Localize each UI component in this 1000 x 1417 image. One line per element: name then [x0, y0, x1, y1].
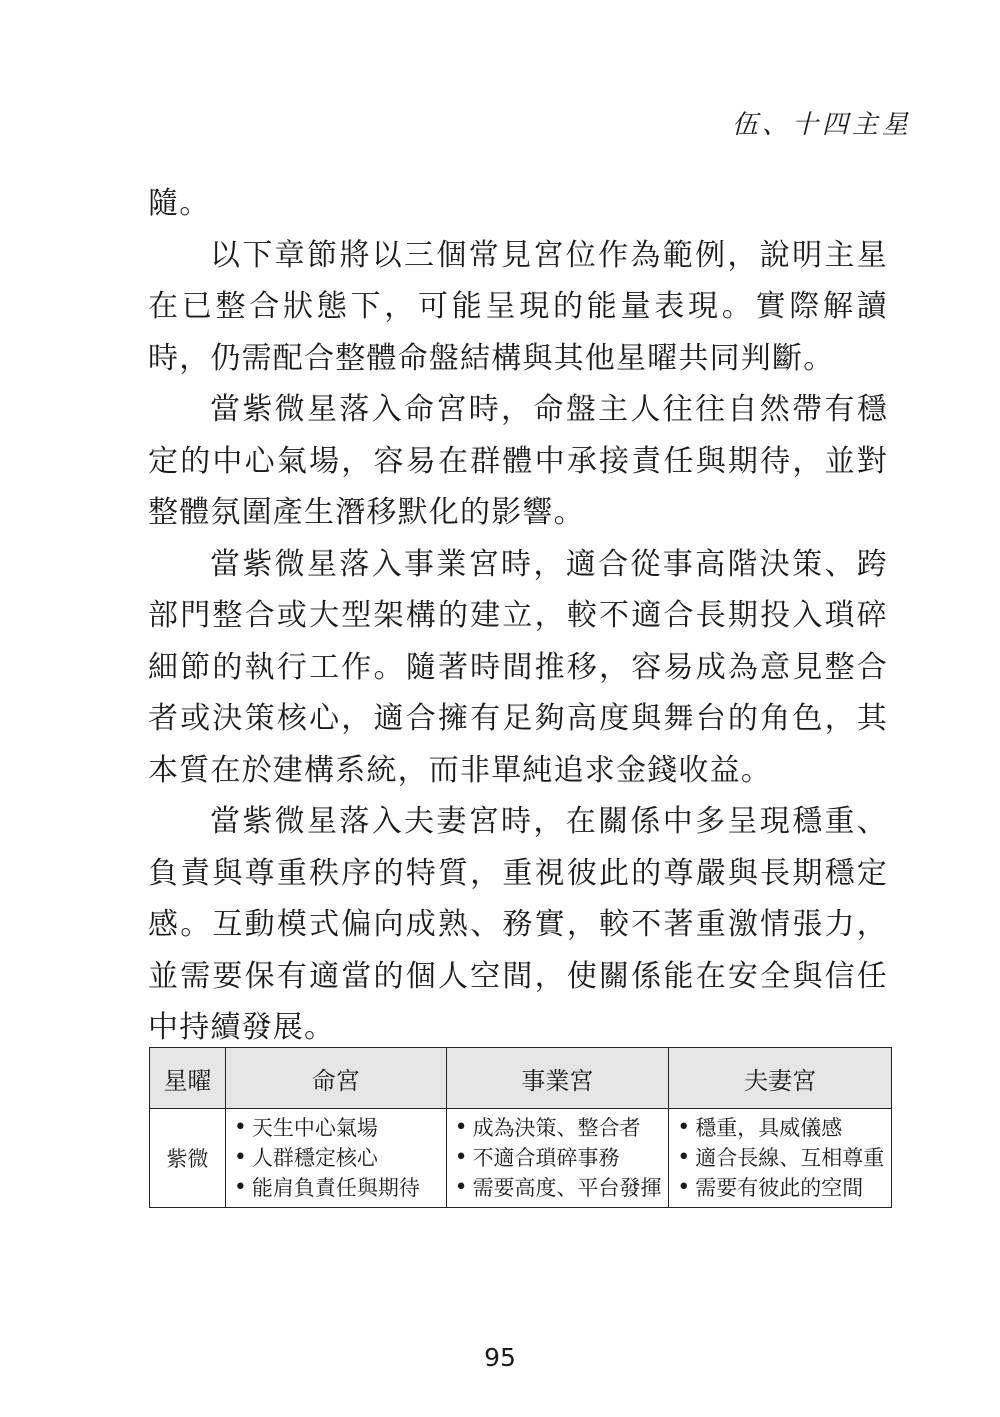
list-item: • 能肩負責任與期待 [232, 1173, 440, 1203]
list-item: • 適合長線、互相尊重 [675, 1143, 885, 1173]
list-item: • 天生中心氣場 [232, 1113, 440, 1143]
body-text [148, 178, 888, 1054]
cell-spouse-palace [669, 1109, 892, 1208]
cell-star-name: 紫微 [150, 1109, 226, 1208]
table-header-row [150, 1048, 892, 1109]
paragraph-spouse-palace: 當紫微星落入夫妻宮時，在關係中多呈現穩重、負責與尊重秩序的特質，重視彼此的尊嚴與長期穩定感。互動模式偏向成熟、務實，較不著重激情張力，並需要保有適當的個人空間，使關係能在安全與信任中持續發展。 [148, 804, 888, 1045]
paragraph-intro: 以下章節將以三個常見宮位作為範例，說明主星在已整合狀態下，可能呈現的能量表現。實際解讀時，仍需配合整體命盤結構與其他星曜共同判斷。 [148, 237, 888, 376]
page-number: 95 [484, 1343, 516, 1372]
list-item: • 穩重，具威儀感 [675, 1113, 885, 1143]
header-life-palace: 命宮 [225, 1048, 446, 1109]
cell-career-palace [446, 1109, 669, 1208]
table-row [150, 1109, 892, 1208]
list-item: • 需要高度、平台發揮 [453, 1173, 663, 1203]
paragraph-career-palace: 當紫微星落入事業宮時，適合從事高階決策、跨部門整合或大型架構的建立，較不適合長期投入瑣碎細節的執行工作。隨著時間推移，容易成為意見整合者或決策核心，適合擁有足夠高度與舞台的角色，其本質在於建構系統，而非單純追求金錢收益。 [148, 546, 888, 788]
list-item: • 人群穩定核心 [232, 1143, 440, 1173]
paragraph-life-palace: 當紫微星落入命宮時，命盤主人往往自然帶有穩定的中心氣場，容易在群體中承接責任與期待，並對整體氛圍產生潛移默化的影響。 [148, 392, 888, 530]
summary-table [149, 1047, 892, 1208]
cell-life-palace [225, 1109, 446, 1208]
header-star: 星曜 [150, 1048, 226, 1109]
header-spouse-palace: 夫妻宮 [669, 1048, 892, 1109]
list-item: • 成為決策、整合者 [453, 1113, 663, 1143]
list-item: • 需要有彼此的空間 [675, 1173, 885, 1203]
header-career-palace: 事業宮 [446, 1048, 669, 1109]
running-head: 伍、十四主星 [731, 110, 912, 140]
list-item: • 不適合瑣碎事務 [453, 1143, 663, 1173]
paragraph-continuation: 隨。 [148, 186, 211, 221]
